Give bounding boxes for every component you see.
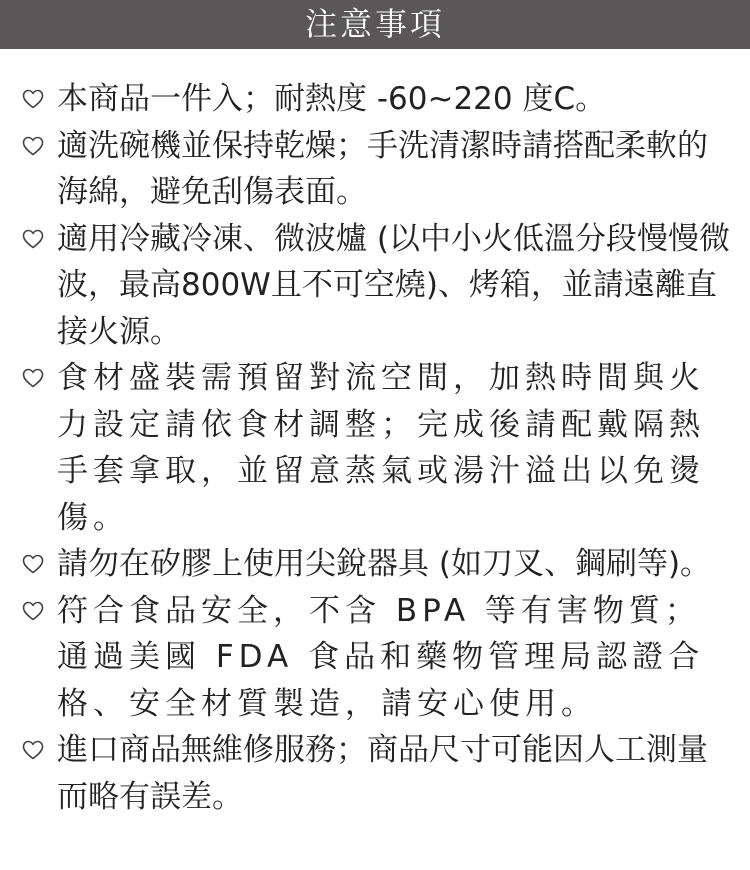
notice-text: 本商品一件入；耐熱度 -60~220 度C。 (57, 81, 607, 117)
heart-icon (21, 366, 45, 390)
list-item (0, 123, 750, 216)
heart-icon (21, 552, 45, 576)
list-item (0, 355, 750, 541)
heart-icon (21, 134, 45, 158)
heart-icon (21, 738, 45, 762)
notice-text: 適洗碗機並保持乾燥；手洗清潔時請搭配柔軟的海綿，避免刮傷表面。 (57, 127, 708, 210)
notice-text: 進口商品無維修服務；商品尺寸可能因人工測量而略有誤差。 (57, 732, 708, 815)
notice-text: 請勿在矽膠上使用尖銳器具 (如刀叉、鋼刷等)。 (57, 546, 712, 582)
header-bar (0, 0, 750, 49)
notice-list (0, 76, 750, 820)
list-item (0, 76, 750, 123)
page-title: 注意事項 (304, 5, 445, 43)
list-item (0, 216, 750, 356)
heart-icon (21, 87, 45, 111)
list-item (0, 588, 750, 728)
notice-text: 食材盛裝需預留對流空間，加熱時間與火力設定請依食材調整；完成後請配戴隔熱手套拿取，並留意蒸氣或湯汁溢出以免燙傷。 (57, 360, 705, 536)
notice-text: 符合食品安全，不含 BPA 等有害物質；通過美國 FDA 食品和藥物管理局認證合格、安全材質製造，請安心使用。 (57, 592, 705, 722)
list-item (0, 541, 750, 588)
heart-icon (21, 227, 45, 251)
notice-text: 適用冷藏冷凍、微波爐 (以中小火低溫分段慢慢微波，最高800W且不可空燒)、烤箱，並請遠離直接火源。 (57, 220, 730, 350)
list-item (0, 727, 750, 820)
heart-icon (21, 599, 45, 623)
